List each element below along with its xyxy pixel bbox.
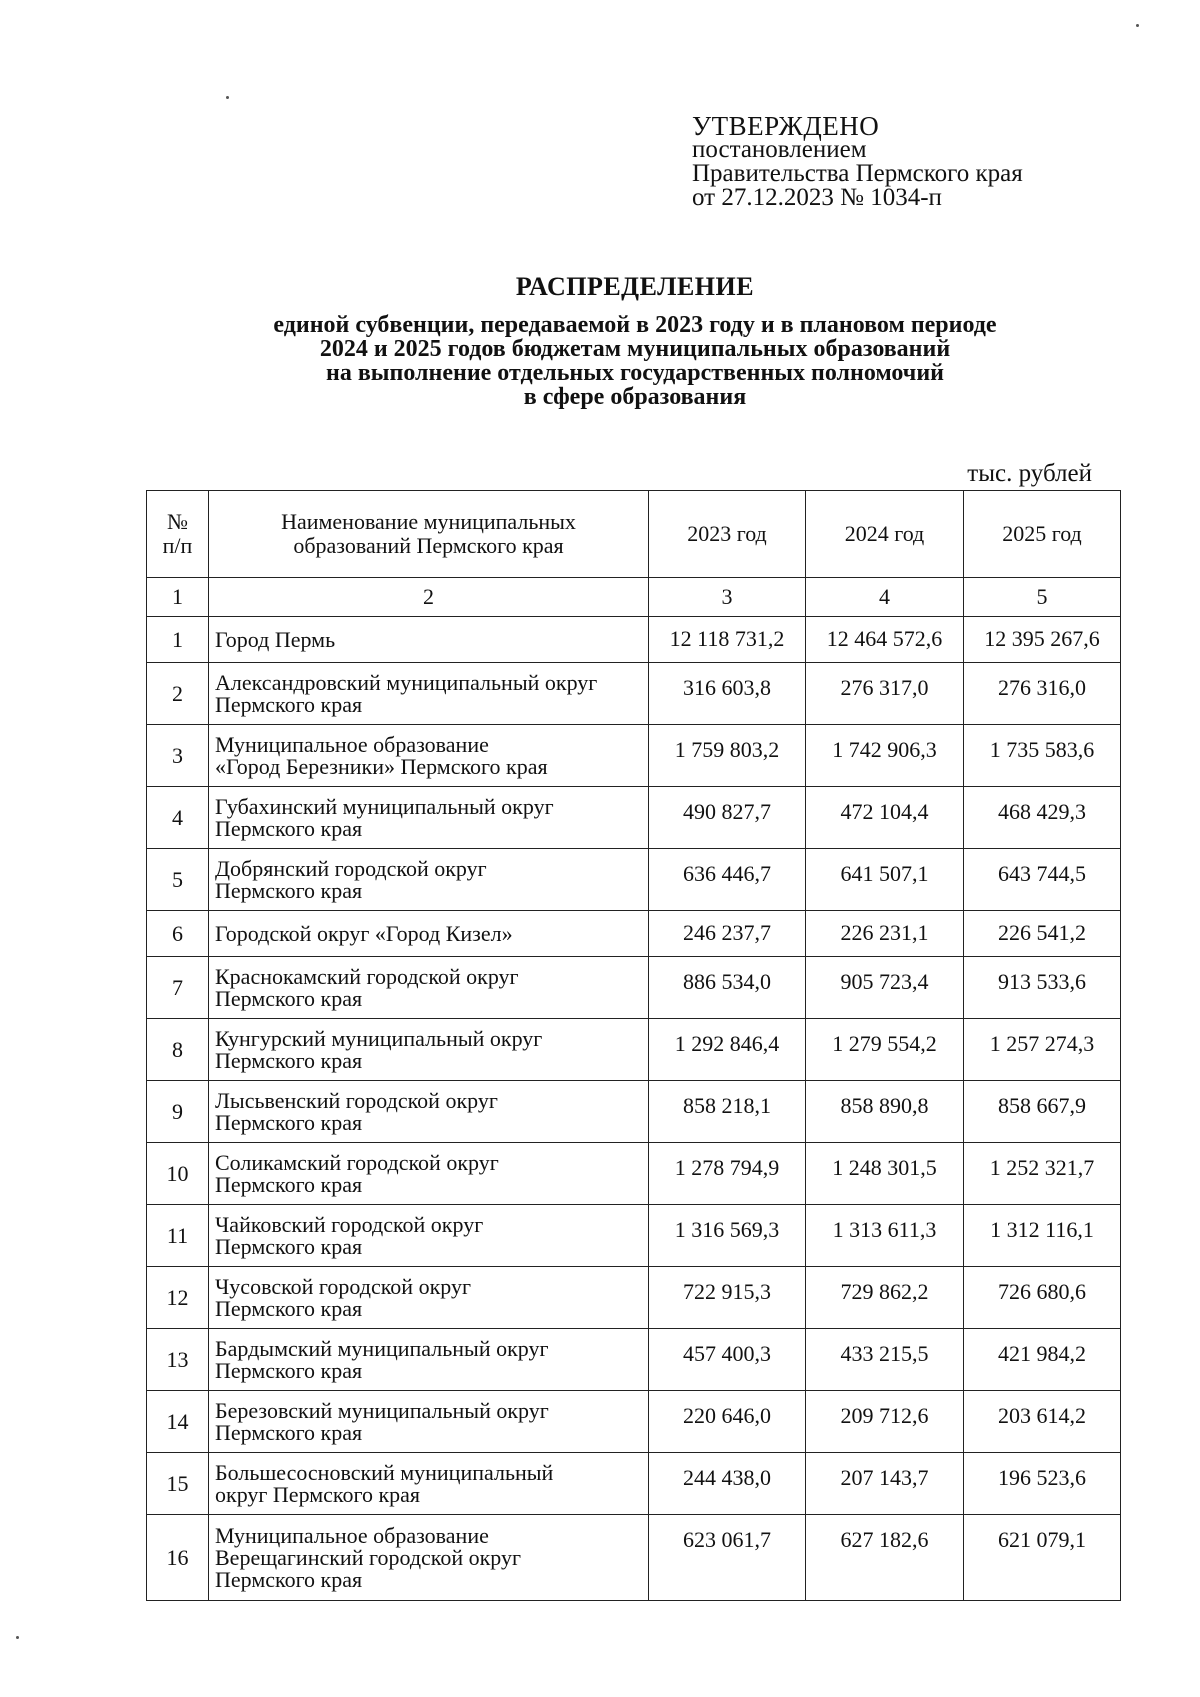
municipality-name-line: Муниципальное образование bbox=[215, 1522, 489, 1548]
column-number: 3 bbox=[649, 578, 806, 617]
value-2024: 472 104,4 bbox=[806, 787, 964, 849]
column-number: 1 bbox=[147, 578, 209, 617]
municipality-name-line: Пермского края bbox=[215, 1109, 363, 1135]
municipality-name-line: Пермского края bbox=[215, 985, 363, 1011]
municipality-name-line: Пермского края bbox=[215, 1295, 363, 1321]
value-2023: 886 534,0 bbox=[649, 957, 806, 1019]
scan-speck bbox=[1136, 24, 1139, 27]
municipality-name-line: Кунгурский муниципальный округ bbox=[215, 1025, 543, 1051]
subtitle-line: на выполнение отдельных государственных полномочий bbox=[326, 360, 944, 386]
table-row bbox=[147, 1019, 1121, 1081]
header-2024: 2024 год bbox=[806, 491, 964, 578]
table-row bbox=[147, 1143, 1121, 1205]
table-row bbox=[147, 725, 1121, 787]
header-2025: 2025 год bbox=[964, 491, 1121, 578]
distribution-table bbox=[146, 490, 1121, 1601]
table-row bbox=[147, 663, 1121, 725]
value-2025: 1 735 583,6 bbox=[964, 725, 1121, 787]
header-number: № п/п bbox=[147, 491, 209, 578]
municipality-name-line: Городской округ «Город Кизел» bbox=[215, 920, 513, 946]
document-subtitle bbox=[140, 313, 1130, 409]
value-2025: 226 541,2 bbox=[964, 911, 1121, 957]
municipality-name bbox=[209, 1515, 649, 1601]
row-number: 4 bbox=[147, 787, 209, 849]
municipality-name-line: Лысьвенский городской округ bbox=[215, 1087, 498, 1113]
municipality-name bbox=[209, 1205, 649, 1267]
column-number: 4 bbox=[806, 578, 964, 617]
value-2023: 1 292 846,4 bbox=[649, 1019, 806, 1081]
municipality-name-line: Добрянский городской округ bbox=[215, 855, 487, 881]
value-2024: 1 279 554,2 bbox=[806, 1019, 964, 1081]
value-2024: 207 143,7 bbox=[806, 1453, 964, 1515]
row-number: 14 bbox=[147, 1391, 209, 1453]
value-2023: 220 646,0 bbox=[649, 1391, 806, 1453]
column-number: 2 bbox=[209, 578, 649, 617]
municipality-name bbox=[209, 1019, 649, 1081]
municipality-name bbox=[209, 787, 649, 849]
municipality-name-line: Пермского края bbox=[215, 815, 363, 841]
value-2024: 433 215,5 bbox=[806, 1329, 964, 1391]
value-2024: 858 890,8 bbox=[806, 1081, 964, 1143]
row-number: 13 bbox=[147, 1329, 209, 1391]
table-row bbox=[147, 787, 1121, 849]
value-2023: 636 446,7 bbox=[649, 849, 806, 911]
municipality-name-line: Губахинский муниципальный округ bbox=[215, 793, 554, 819]
value-2025: 621 079,1 bbox=[964, 1515, 1121, 1601]
value-2024: 729 862,2 bbox=[806, 1267, 964, 1329]
municipality-name-line: Пермского края bbox=[215, 1171, 363, 1197]
table-row bbox=[147, 1391, 1121, 1453]
municipality-name-line: Муниципальное образование bbox=[215, 731, 489, 757]
value-2024: 1 248 301,5 bbox=[806, 1143, 964, 1205]
municipality-name-line: Пермского края bbox=[215, 1566, 363, 1592]
municipality-name-line: Город Пермь bbox=[215, 626, 336, 652]
value-2025: 468 429,3 bbox=[964, 787, 1121, 849]
row-number: 15 bbox=[147, 1453, 209, 1515]
value-2025: 1 252 321,7 bbox=[964, 1143, 1121, 1205]
value-2023: 244 438,0 bbox=[649, 1453, 806, 1515]
municipality-name-line: Пермского края bbox=[215, 1233, 363, 1259]
header-2023: 2023 год bbox=[649, 491, 806, 578]
municipality-name-line: Пермского края bbox=[215, 1357, 363, 1383]
municipality-name-line: Соликамский городской округ bbox=[215, 1149, 499, 1175]
value-2024: 905 723,4 bbox=[806, 957, 964, 1019]
table-row bbox=[147, 911, 1121, 957]
municipality-name bbox=[209, 1391, 649, 1453]
value-2025: 1 257 274,3 bbox=[964, 1019, 1121, 1081]
municipality-name bbox=[209, 617, 649, 663]
row-number: 3 bbox=[147, 725, 209, 787]
table-row bbox=[147, 1329, 1121, 1391]
value-2023: 1 316 569,3 bbox=[649, 1205, 806, 1267]
municipality-name bbox=[209, 1143, 649, 1205]
row-number: 1 bbox=[147, 617, 209, 663]
value-2025: 913 533,6 bbox=[964, 957, 1121, 1019]
row-number: 2 bbox=[147, 663, 209, 725]
value-2025: 276 316,0 bbox=[964, 663, 1121, 725]
value-2025: 1 312 116,1 bbox=[964, 1205, 1121, 1267]
row-number: 7 bbox=[147, 957, 209, 1019]
table-row bbox=[147, 1267, 1121, 1329]
scan-speck bbox=[16, 1636, 19, 1639]
municipality-name bbox=[209, 849, 649, 911]
table-row bbox=[147, 1515, 1121, 1601]
value-2024: 209 712,6 bbox=[806, 1391, 964, 1453]
municipality-name-line: «Город Березники» Пермского края bbox=[215, 753, 548, 779]
municipality-name bbox=[209, 1267, 649, 1329]
approval-stamp bbox=[692, 111, 1023, 211]
table-row bbox=[147, 1205, 1121, 1267]
column-number: 5 bbox=[964, 578, 1121, 617]
units-label: тыс. рублей bbox=[967, 460, 1092, 487]
municipality-name-line: Пермского края bbox=[215, 877, 363, 903]
approval-line: Правительства Пермского края bbox=[692, 160, 1023, 187]
municipality-name-line: Верещагинский городской округ bbox=[215, 1544, 522, 1570]
value-2024: 276 317,0 bbox=[806, 663, 964, 725]
value-2023: 246 237,7 bbox=[649, 911, 806, 957]
municipality-name-line: Александровский муниципальный округ bbox=[215, 669, 598, 695]
municipality-name bbox=[209, 1081, 649, 1143]
table-row bbox=[147, 1453, 1121, 1515]
municipality-name-line: Березовский муниципальный округ bbox=[215, 1397, 549, 1423]
column-number-row bbox=[147, 578, 1121, 617]
table-row bbox=[147, 957, 1121, 1019]
row-number: 16 bbox=[147, 1515, 209, 1601]
value-2024: 641 507,1 bbox=[806, 849, 964, 911]
subtitle-line: в сфере образования bbox=[523, 384, 747, 410]
municipality-name-line: Чусовской городской округ bbox=[215, 1273, 471, 1299]
value-2023: 858 218,1 bbox=[649, 1081, 806, 1143]
value-2024: 226 231,1 bbox=[806, 911, 964, 957]
value-2024: 1 313 611,3 bbox=[806, 1205, 964, 1267]
row-number: 11 bbox=[147, 1205, 209, 1267]
value-2023: 722 915,3 bbox=[649, 1267, 806, 1329]
municipality-name bbox=[209, 1453, 649, 1515]
value-2023: 1 278 794,9 bbox=[649, 1143, 806, 1205]
municipality-name-line: Пермского края bbox=[215, 1419, 363, 1445]
row-number: 12 bbox=[147, 1267, 209, 1329]
value-2023: 490 827,7 bbox=[649, 787, 806, 849]
municipality-name-line: Краснокамский городской округ bbox=[215, 963, 519, 989]
table-row bbox=[147, 1081, 1121, 1143]
value-2025: 12 395 267,6 bbox=[964, 617, 1121, 663]
subtitle-line: единой субвенции, передаваемой в 2023 году и в плановом периоде bbox=[273, 312, 997, 338]
municipality-name-line: Пермского края bbox=[215, 1047, 363, 1073]
value-2024: 12 464 572,6 bbox=[806, 617, 964, 663]
subtitle-line: 2024 и 2025 годов бюджетам муниципальных образований bbox=[319, 336, 951, 362]
municipality-name bbox=[209, 725, 649, 787]
row-number: 10 bbox=[147, 1143, 209, 1205]
value-2025: 203 614,2 bbox=[964, 1391, 1121, 1453]
municipality-name-line: Чайковский городской округ bbox=[215, 1211, 484, 1237]
value-2023: 12 118 731,2 bbox=[649, 617, 806, 663]
municipality-name-line: Бардымский муниципальный округ bbox=[215, 1335, 549, 1361]
approval-title: УТВЕРЖДЕНО bbox=[692, 111, 880, 141]
row-number: 8 bbox=[147, 1019, 209, 1081]
municipality-name bbox=[209, 663, 649, 725]
value-2023: 1 759 803,2 bbox=[649, 725, 806, 787]
municipality-name-line: округ Пермского края bbox=[215, 1481, 421, 1507]
value-2023: 623 061,7 bbox=[649, 1515, 806, 1601]
header-name: Наименование муниципальных образований Пермского края bbox=[209, 491, 649, 578]
municipality-name bbox=[209, 1329, 649, 1391]
row-number: 5 bbox=[147, 849, 209, 911]
municipality-name bbox=[209, 911, 649, 957]
row-number: 6 bbox=[147, 911, 209, 957]
municipality-name-line: Пермского края bbox=[215, 691, 363, 717]
value-2025: 858 667,9 bbox=[964, 1081, 1121, 1143]
value-2025: 726 680,6 bbox=[964, 1267, 1121, 1329]
value-2023: 316 603,8 bbox=[649, 663, 806, 725]
value-2025: 643 744,5 bbox=[964, 849, 1121, 911]
value-2025: 421 984,2 bbox=[964, 1329, 1121, 1391]
municipality-name bbox=[209, 957, 649, 1019]
municipality-name-line: Большесосновский муниципальный bbox=[215, 1459, 554, 1485]
value-2023: 457 400,3 bbox=[649, 1329, 806, 1391]
table-row bbox=[147, 849, 1121, 911]
value-2024: 1 742 906,3 bbox=[806, 725, 964, 787]
table-row bbox=[147, 617, 1121, 663]
scan-speck bbox=[226, 96, 229, 99]
row-number: 9 bbox=[147, 1081, 209, 1143]
approval-line: постановлением bbox=[692, 136, 867, 163]
document-title: РАСПРЕДЕЛЕНИЕ bbox=[515, 272, 755, 301]
value-2024: 627 182,6 bbox=[806, 1515, 964, 1601]
value-2025: 196 523,6 bbox=[964, 1453, 1121, 1515]
approval-line: от 27.12.2023 № 1034-п bbox=[692, 184, 942, 211]
